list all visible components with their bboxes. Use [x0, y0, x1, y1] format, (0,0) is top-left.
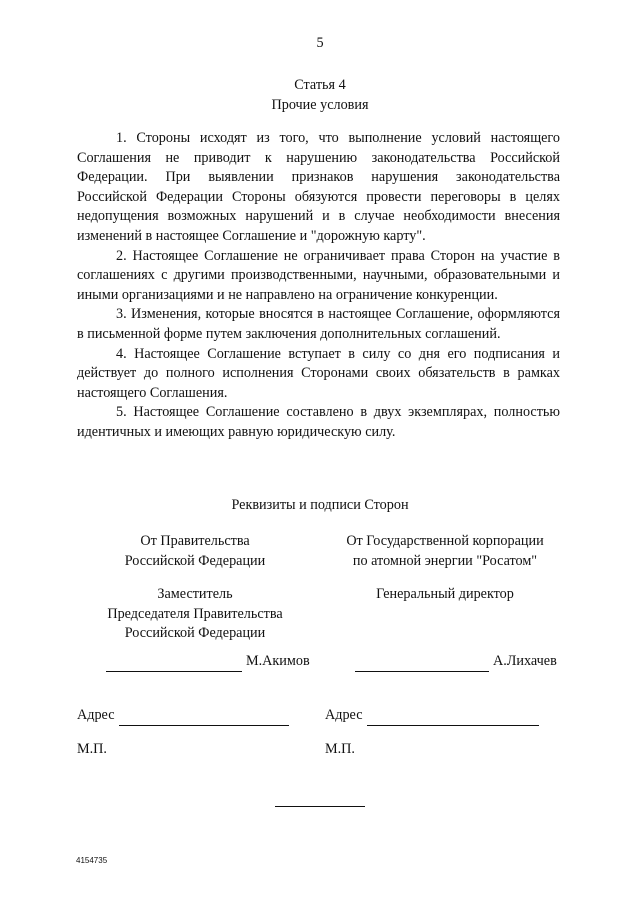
- left-signature: [106, 652, 310, 672]
- left-address: [77, 706, 293, 726]
- right-position-line-1: Генеральный директор: [376, 586, 514, 602]
- paragraph-2: 2. Настоящее Соглашение не ограничивает права Сторон на участие в соглашениях с другими производственными, научными, образовательными и иными организациями и не направлено на ограничение конкуренции.: [77, 247, 560, 303]
- left-address-line: [119, 711, 289, 726]
- paragraph-4: 4. Настоящее Соглашение вступает в силу со дня его подписания и действует до полного исполнения Сторонами своих обязательств в рамках настоящего Соглашения.: [77, 345, 560, 401]
- article-body: [77, 129, 560, 443]
- left-address-label: Адрес: [77, 707, 115, 723]
- right-position: [325, 585, 565, 605]
- left-party-line-1: От Правительства: [140, 533, 250, 549]
- article-title: Прочие условия: [271, 96, 369, 113]
- right-stamp-mark: М.П.: [325, 741, 355, 757]
- right-signature-line: [355, 657, 489, 672]
- left-position: [85, 585, 305, 644]
- page-number: 5: [316, 35, 324, 51]
- left-stamp-mark: М.П.: [77, 741, 107, 757]
- end-divider: [275, 806, 365, 807]
- left-signature-line: [106, 657, 242, 672]
- right-party-line-2: по атомной энергии "Росатом": [352, 552, 538, 569]
- left-position-line-2: Председателя Правительства: [107, 605, 283, 622]
- right-party: [325, 532, 565, 571]
- article-number: Статья 4: [294, 77, 346, 93]
- left-party: [85, 532, 305, 571]
- requisites-title: Реквизиты и подписи Сторон: [231, 497, 409, 513]
- article-heading: [0, 76, 640, 115]
- right-signatory-name: А.Лихачев: [493, 653, 557, 669]
- right-party-line-1: От Государственной корпорации: [346, 533, 544, 549]
- right-signature: [355, 652, 557, 672]
- paragraph-3: 3. Изменения, которые вносятся в настоящее Соглашение, оформляются в письменной форме путем заключения дополнительных соглашений.: [77, 306, 560, 342]
- left-position-line-1: Заместитель: [157, 586, 233, 602]
- document-code: 4154735: [76, 856, 108, 865]
- right-address-label: Адрес: [325, 707, 363, 723]
- paragraph-5: 5. Настоящее Соглашение составлено в двух экземплярах, полностью идентичных и имеющих равную юридическую силу.: [77, 404, 560, 440]
- left-signatory-name: М.Акимов: [246, 653, 310, 669]
- paragraph-1: 1. Стороны исходят из того, что выполнение условий настоящего Соглашения не приводит к нарушению законодательства Российской Федерации. При выявлении признаков нарушения законодательства Российской Федерации Стороны обязуются провести переговоры в целях недопущения возможных нарушений и в случае необходимости внесения изменений в настоящее Соглашение и "дорожную карту".: [77, 130, 560, 244]
- left-position-line-3: Российской Федерации: [124, 625, 266, 642]
- right-address-line: [367, 711, 539, 726]
- left-party-line-2: Российской Федерации: [124, 552, 266, 569]
- right-address: [325, 706, 543, 726]
